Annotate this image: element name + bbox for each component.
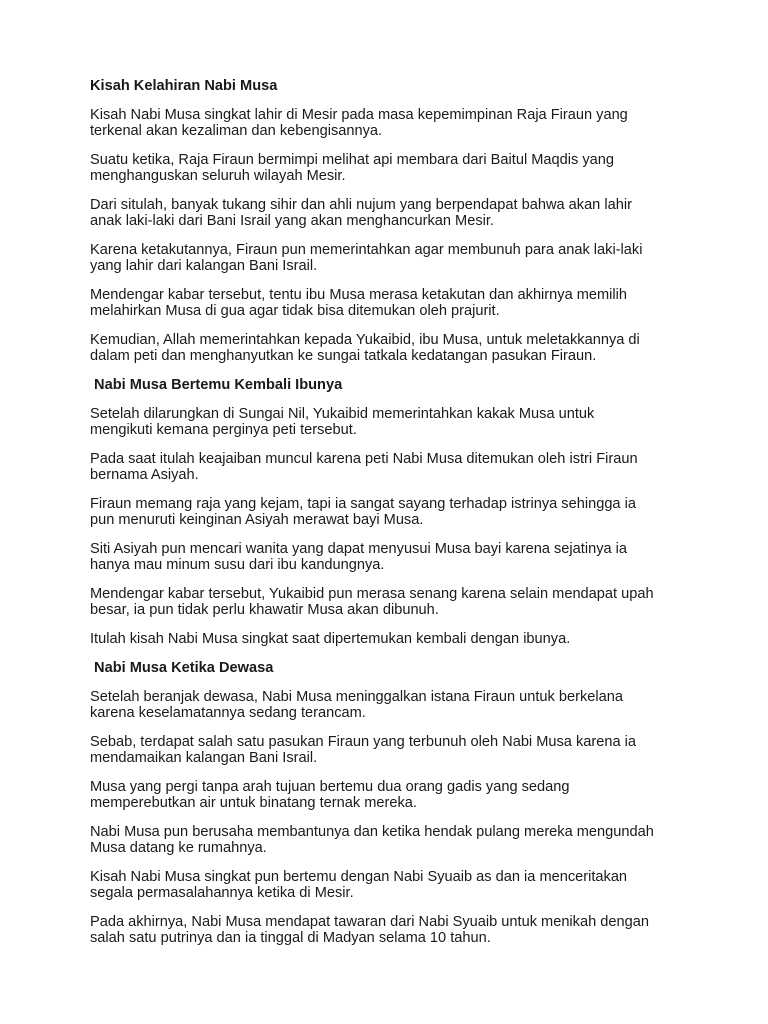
section-ketika-dewasa bbox=[90, 660, 690, 946]
paragraph bbox=[90, 689, 690, 721]
section-bertemu-ibunya bbox=[90, 377, 690, 647]
paragraph-line: Firaun memang raja yang kejam, tapi ia sangat sayang terhadap istrinya sehingga ia bbox=[90, 496, 636, 512]
paragraph bbox=[90, 824, 690, 856]
paragraph-line: Nabi Musa pun berusaha membantunya dan ketika hendak pulang mereka mengundah bbox=[90, 824, 654, 840]
paragraph bbox=[90, 631, 690, 647]
paragraph-line: dalam peti dan menghanyutkan ke sungai tatkala kedatangan pasukan Firaun. bbox=[90, 348, 597, 364]
paragraph-line: Musa datang ke rumahnya. bbox=[90, 840, 267, 856]
paragraph-line: Kisah Nabi Musa singkat lahir di Mesir pada masa kepemimpinan Raja Firaun yang bbox=[90, 107, 628, 123]
paragraph-line: Pada saat itulah keajaiban muncul karena peti Nabi Musa ditemukan oleh istri Firaun bbox=[90, 451, 638, 467]
paragraph bbox=[90, 406, 690, 438]
paragraph bbox=[90, 779, 690, 811]
paragraph-line: Suatu ketika, Raja Firaun bermimpi melihat api membara dari Baitul Maqdis yang bbox=[90, 152, 614, 168]
paragraph-line: pun menuruti keinginan Asiyah merawat bayi Musa. bbox=[90, 512, 424, 528]
paragraph bbox=[90, 197, 690, 229]
paragraph-line: Mendengar kabar tersebut, Yukaibid pun merasa senang karena selain mendapat upah bbox=[90, 586, 654, 602]
document-page bbox=[90, 78, 690, 959]
paragraph-line: salah satu putrinya dan ia tinggal di Madyan selama 10 tahun. bbox=[90, 930, 491, 946]
paragraph-line: terkenal akan kezaliman dan kebengisannya. bbox=[90, 123, 383, 139]
section-heading: Kisah Kelahiran Nabi Musa bbox=[90, 78, 278, 94]
paragraph bbox=[90, 332, 690, 364]
paragraph-line: yang lahir dari kalangan Bani Israil. bbox=[90, 258, 318, 274]
paragraph-line: Musa yang pergi tanpa arah tujuan bertemu dua orang gadis yang sedang bbox=[90, 779, 570, 795]
paragraph-line: Dari situlah, banyak tukang sihir dan ahli nujum yang berpendapat bahwa akan lahir bbox=[90, 197, 632, 213]
paragraph-line: segala permasalahannya ketika di Mesir. bbox=[90, 885, 354, 901]
section-heading: Nabi Musa Bertemu Kembali Ibunya bbox=[90, 377, 343, 393]
paragraph bbox=[90, 451, 690, 483]
paragraph bbox=[90, 496, 690, 528]
paragraph-line: Mendengar kabar tersebut, tentu ibu Musa merasa ketakutan dan akhirnya memilih bbox=[90, 287, 628, 303]
paragraph bbox=[90, 287, 690, 319]
paragraph-line: bernama Asiyah. bbox=[90, 467, 199, 483]
paragraph-line: mengikuti kemana perginya peti tersebut. bbox=[90, 422, 357, 438]
paragraph-line: Kisah Nabi Musa singkat pun bertemu dengan Nabi Syuaib as dan ia menceritakan bbox=[90, 869, 628, 885]
paragraph-line: karena keselamatannya sedang terancam. bbox=[90, 705, 366, 721]
paragraph-line: Karena ketakutannya, Firaun pun memerintahkan agar membunuh para anak laki-laki bbox=[90, 242, 643, 258]
paragraph-line: hanya mau minum susu dari ibu kandungnya. bbox=[90, 557, 385, 573]
paragraph-line: Setelah beranjak dewasa, Nabi Musa meninggalkan istana Firaun untuk berkelana bbox=[90, 689, 623, 705]
paragraph bbox=[90, 734, 690, 766]
paragraph bbox=[90, 107, 690, 139]
paragraph-line: Setelah dilarungkan di Sungai Nil, Yukaibid memerintahkan kakak Musa untuk bbox=[90, 406, 595, 422]
section-kelahiran bbox=[90, 78, 690, 364]
paragraph-line: melahirkan Musa di gua agar tidak bisa ditemukan oleh prajurit. bbox=[90, 303, 500, 319]
paragraph bbox=[90, 541, 690, 573]
section-heading: Nabi Musa Ketika Dewasa bbox=[90, 660, 274, 676]
paragraph bbox=[90, 914, 690, 946]
paragraph-line: anak laki-laki dari Bani Israil yang akan menghancurkan Mesir. bbox=[90, 213, 494, 229]
paragraph-line: memperebutkan air untuk binatang ternak mereka. bbox=[90, 795, 417, 811]
paragraph bbox=[90, 586, 690, 618]
paragraph-line: Pada akhirnya, Nabi Musa mendapat tawaran dari Nabi Syuaib untuk menikah dengan bbox=[90, 914, 649, 930]
paragraph-line: menghanguskan seluruh wilayah Mesir. bbox=[90, 168, 346, 184]
paragraph-line: Itulah kisah Nabi Musa singkat saat dipertemukan kembali dengan ibunya. bbox=[90, 631, 571, 647]
paragraph-line: besar, ia pun tidak perlu khawatir Musa akan dibunuh. bbox=[90, 602, 439, 618]
paragraph bbox=[90, 242, 690, 274]
paragraph-line: Sebab, terdapat salah satu pasukan Firaun yang terbunuh oleh Nabi Musa karena ia bbox=[90, 734, 637, 750]
paragraph-line: Siti Asiyah pun mencari wanita yang dapat menyusui Musa bayi karena sejatinya ia bbox=[90, 541, 628, 557]
paragraph bbox=[90, 869, 690, 901]
paragraph bbox=[90, 152, 690, 184]
paragraph-line: mendamaikan kalangan Bani Israil. bbox=[90, 750, 318, 766]
paragraph-line: Kemudian, Allah memerintahkan kepada Yukaibid, ibu Musa, untuk meletakkannya di bbox=[90, 332, 640, 348]
